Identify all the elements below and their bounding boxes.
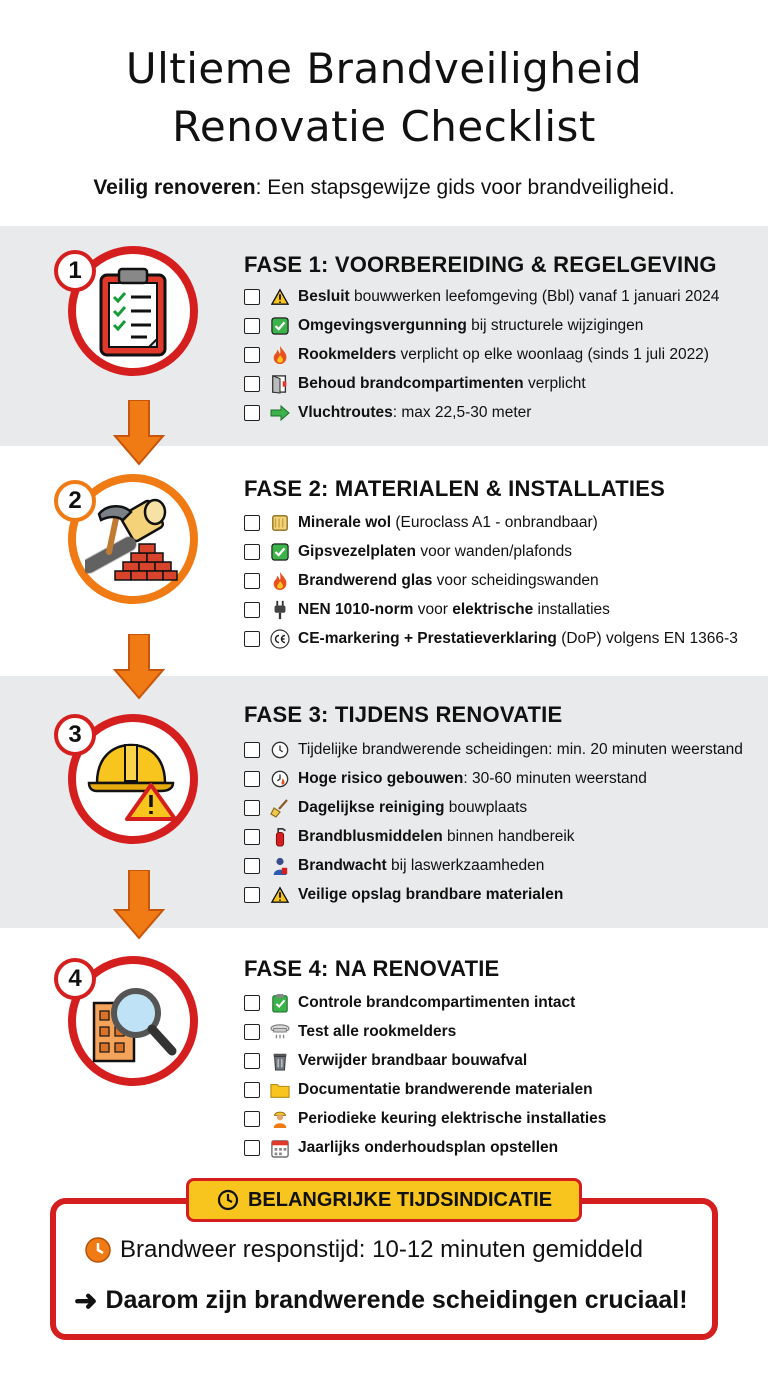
phase-2-title: FASE 2: MATERIALEN & INSTALLATIES [244,476,665,501]
insulation-icon [270,513,290,533]
checklist-item[interactable] [244,340,719,369]
subtitle-bold: Veilig renoveren [93,176,256,199]
folder-icon [270,1080,290,1100]
stopwatch-icon [84,1236,112,1264]
phase-1-checklist [244,282,719,427]
item-text: CE-markering + Prestatieverklaring (DoP) volgens EN 1366-3 [298,629,738,647]
clock-icon [216,1188,240,1212]
building-inspection-icon [88,977,178,1065]
item-text: Verwijder brandbaar bouwafval [298,1051,528,1069]
plug-icon [270,600,290,620]
phase-3-checklist [244,735,743,909]
flame-icon [270,571,290,591]
extinguisher-icon [270,827,290,847]
title-line-1: Ultieme Brandveiligheid [125,44,643,93]
trash-icon [270,1051,290,1071]
checkbox[interactable] [244,631,260,647]
broom-icon [270,798,290,818]
helmet-warning-icon [87,737,179,821]
phase-1-number-badge: 1 [54,250,96,292]
checklist-item[interactable] [244,624,738,653]
checkbox[interactable] [244,318,260,334]
item-text: NEN 1010-norm voor elektrische installaties [298,600,610,618]
callout-label [186,1178,582,1222]
conclusion-text: Daarom zijn brandwerende scheidingen cruciaal! [105,1286,688,1314]
conclusion-line [74,1284,714,1317]
door-icon [270,374,290,394]
checkbox[interactable] [244,405,260,421]
item-text: Dagelijkse reiniging bouwplaats [298,798,528,816]
checklist-item[interactable] [244,1017,606,1046]
phase-2-number-badge: 2 [54,480,96,522]
item-text: Veilige opslag brandbare materialen [298,885,564,903]
item-text: Vluchtroutes: max 22,5-30 meter [298,403,532,421]
item-text: Minerale wol (Euroclass A1 - onbrandbaar) [298,513,598,531]
smoke-detector-icon [270,1022,290,1042]
warning-icon [270,287,290,307]
checklist-item[interactable] [244,282,719,311]
ce-mark-icon [270,629,290,649]
item-text: Controle brandcompartimenten intact [298,993,576,1011]
arrow-right-icon [270,403,290,423]
checkbox[interactable] [244,573,260,589]
checkbox[interactable] [244,515,260,531]
checkbox[interactable] [244,602,260,618]
checklist-item[interactable] [244,735,743,764]
checklist-item[interactable] [244,369,719,398]
page-title [0,40,768,156]
checkbox[interactable] [244,800,260,816]
checkbox[interactable] [244,1024,260,1040]
checkbox[interactable] [244,858,260,874]
arrow-right-icon: ➜ [74,1285,98,1316]
clipboard-check-icon [270,993,290,1013]
check-icon [270,316,290,336]
item-text: Brandwacht bij laswerkzaamheden [298,856,545,874]
checklist-item[interactable] [244,851,743,880]
checklist-item[interactable] [244,311,719,340]
clipboard-checklist-icon [93,265,173,357]
checkbox[interactable] [244,995,260,1011]
checkbox[interactable] [244,376,260,392]
phase-4-checklist [244,988,606,1162]
down-arrow-icon [113,400,165,466]
clock-icon [270,740,290,760]
item-text: Jaarlijks onderhoudsplan opstellen [298,1138,559,1156]
checklist-item[interactable] [244,595,738,624]
checklist-item[interactable] [244,508,738,537]
worker-icon [270,1109,290,1129]
checkbox[interactable] [244,771,260,787]
title-line-2: Renovatie Checklist [172,102,596,151]
checkbox[interactable] [244,742,260,758]
checklist-item[interactable] [244,1133,606,1162]
checkbox[interactable] [244,289,260,305]
item-text: Periodieke keuring elektrische installaties [298,1109,607,1127]
checklist-item[interactable] [244,822,743,851]
checkbox[interactable] [244,544,260,560]
checkbox[interactable] [244,887,260,903]
item-text: Tijdelijke brandwerende scheidingen: min. 20 minuten weerstand [298,740,743,758]
phase-3-title: FASE 3: TIJDENS RENOVATIE [244,702,563,727]
phase-4-number-badge: 4 [54,958,96,1000]
checklist-item[interactable] [244,537,738,566]
checklist-item[interactable] [244,1046,606,1075]
checkbox[interactable] [244,829,260,845]
item-text: Behoud brandcompartimenten verplicht [298,374,586,392]
phase-4-title: FASE 4: NA RENOVATIE [244,956,500,981]
item-text: Hoge risico gebouwen: 30-60 minuten weerstand [298,769,647,787]
checklist-item[interactable] [244,793,743,822]
response-time-line [84,1236,704,1264]
down-arrow-icon [113,870,165,940]
warning-icon [270,885,290,905]
item-text: Rookmelders verplicht op elke woonlaag (sinds 1 juli 2022) [298,345,709,363]
response-time-text: Brandweer responstijd: 10-12 minuten gemiddeld [120,1236,643,1263]
checkbox[interactable] [244,1111,260,1127]
checklist-item[interactable] [244,764,743,793]
checkbox[interactable] [244,1082,260,1098]
item-text: Gipsvezelplaten voor wanden/plafonds [298,542,572,560]
item-text: Brandblusmiddelen binnen handbereik [298,827,575,845]
construction-materials-icon [85,494,181,584]
checklist-item[interactable] [244,1075,606,1104]
item-text: Besluit bouwwerken leefomgeving (Bbl) vanaf 1 januari 2024 [298,287,720,305]
clock-flame-icon [270,769,290,789]
checklist-item[interactable] [244,988,606,1017]
checkbox[interactable] [244,347,260,363]
phase-1-title: FASE 1: VOORBEREIDING & REGELGEVING [244,252,717,277]
phase-4-section [0,928,768,1178]
checklist-item[interactable] [244,566,738,595]
checkbox[interactable] [244,1053,260,1069]
firewatch-icon [270,856,290,876]
calendar-icon [270,1138,290,1158]
item-text: Documentatie brandwerende materialen [298,1080,593,1098]
checklist-item[interactable] [244,398,719,427]
phase-3-number-badge: 3 [54,714,96,756]
item-text: Brandwerend glas voor scheidingswanden [298,571,599,589]
checkbox[interactable] [244,1140,260,1156]
checklist-item[interactable] [244,880,743,909]
subtitle-rest: : Een stapsgewijze gids voor brandveiligheid. [255,176,675,199]
page-subtitle [0,176,768,200]
flame-icon [270,345,290,365]
callout-label-text: BELANGRIJKE TIJDSINDICATIE [247,1188,553,1211]
down-arrow-icon [113,634,165,700]
item-text: Test alle rookmelders [298,1022,457,1040]
check-icon [270,542,290,562]
item-text: Omgevingsvergunning bij structurele wijzigingen [298,316,644,334]
phase-2-checklist [244,508,738,653]
checklist-item[interactable] [244,1104,606,1133]
